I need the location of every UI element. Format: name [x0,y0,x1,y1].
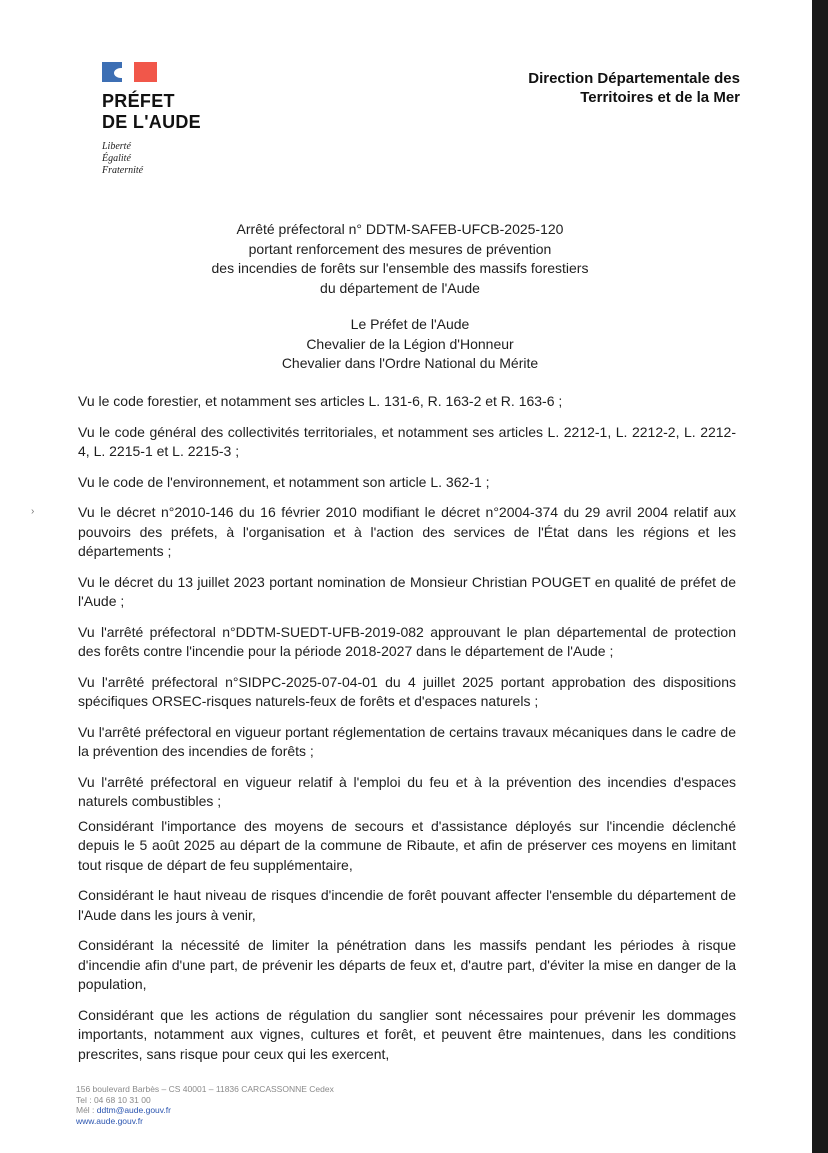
paragraph: Vu le code de l'environnement, et notamment son article L. 362-1 ; [78,473,490,490]
paragraph: Vu l'arrêté préfectoral n°SIDPC-2025-07-04-01 du 4 juillet 2025 portant approbation des dispositions spécifiques ORSEC-risques naturels-feux de forêts et d'espaces naturels ; [78,673,736,709]
prefecture-logo [102,62,201,177]
paragraph: Vu l'arrêté préfectoral n°DDTM-SUEDT-UFB-2019-082 approuvant le plan départemental de protection des forêts contre l'incendie pour la période 2018-2027 dans le département de l'Aude ; [78,623,736,659]
footer-email-line [76,1105,334,1116]
footer-address: 156 boulevard Barbès – CS 40001 – 11836 CARCASSONNE Cedex [76,1084,334,1094]
paragraph: Considérant la nécessité de limiter la pénétration dans les massifs pendant les périodes à risque d'incendie afin d'une part, de prévenir les départs de feux et, d'autre part, d'éviter la mise en danger de la population, [78,937,736,992]
footer-phone: Tel : 04 68 10 31 00 [76,1094,151,1105]
marianne-flag-icon [102,62,157,82]
scan-mark-icon: › [31,506,35,517]
paragraph: Vu l'arrêté préfectoral en vigueur relatif à l'emploi du feu et à la prévention des incendies d'espaces naturels combustibles ; [78,773,736,809]
prefecture-name: PRÉFET DE L'AUDE [102,91,201,132]
paragraph: Vu le décret du 13 juillet 2023 portant nomination de Monsieur Christian POUGET en qualité de préfet de l'Aude ; [78,573,736,609]
republic-motto: Liberté Égalité Fraternité [102,141,144,176]
paragraph: Vu le décret n°2010-146 du 16 février 2010 modifiant le décret n°2004-374 du 29 avril 2004 relatif aux pouvoirs des préfets, à l'organisation et à l'action des services de l'État dans les régions et les départements ; [78,504,736,559]
paragraph: Vu le code général des collectivités territoriales, et notamment ses articles L. 2212-1, L. 2212-2, L. 2212-4, L. 2215-1 et L. 2215-3 ; [78,423,736,459]
decree-body [78,392,736,1075]
footer-email-link[interactable]: ddtm@aude.gouv.fr [96,1105,171,1115]
paragraph: Considérant que les actions de régulation du sanglier sont nécessaires pour prévenir les dommages importants, notamment aux vignes, cultures et forêt, et peuvent être maintenues, dans les conditions prescrites, sans risque pour ceux qui les exercent, [78,1006,736,1062]
prefet-signatory: Le Préfet de l'Aude Chevalier de la Légion d'Honneur Chevalier dans l'Ordre National du Mérite [281,316,539,371]
paragraph: Considérant l'importance des moyens de secours et d'assistance déployés sur l'incendie déclenché depuis le 5 août 2025 au départ de la commune de Ribaute, et afin de préserver ces moyens en limitant tout risque de départ de feu supplémentaire, [78,817,736,873]
footer-mel-label: Mél : [76,1105,95,1115]
paragraph: Vu le code forestier, et notamment ses articles L. 131-6, R. 163-2 et R. 163-6 ; [78,393,563,409]
page-footer [76,1084,334,1126]
issuing-direction: Direction Départementale des Territoires et de la Mer [528,70,740,106]
paragraph: Considérant le haut niveau de risques d'incendie de forêt pouvant affecter l'ensemble du département de l'Aude dans les jours à venir, [78,887,736,923]
paragraph: Vu l'arrêté préfectoral en vigueur portant réglementation de certains travaux mécaniques dans le cadre de la prévention des incendies de forêts ; [78,723,736,759]
decree-title: Arrêté préfectoral n° DDTM-SAFEB-UFCB-2025-120 portant renforcement des mesures de prévention des incendies de forêts sur l'ensemble des massifs forestiers du département de l'Aude [211,221,589,296]
footer-website-link[interactable]: www.aude.gouv.fr [76,1115,143,1126]
